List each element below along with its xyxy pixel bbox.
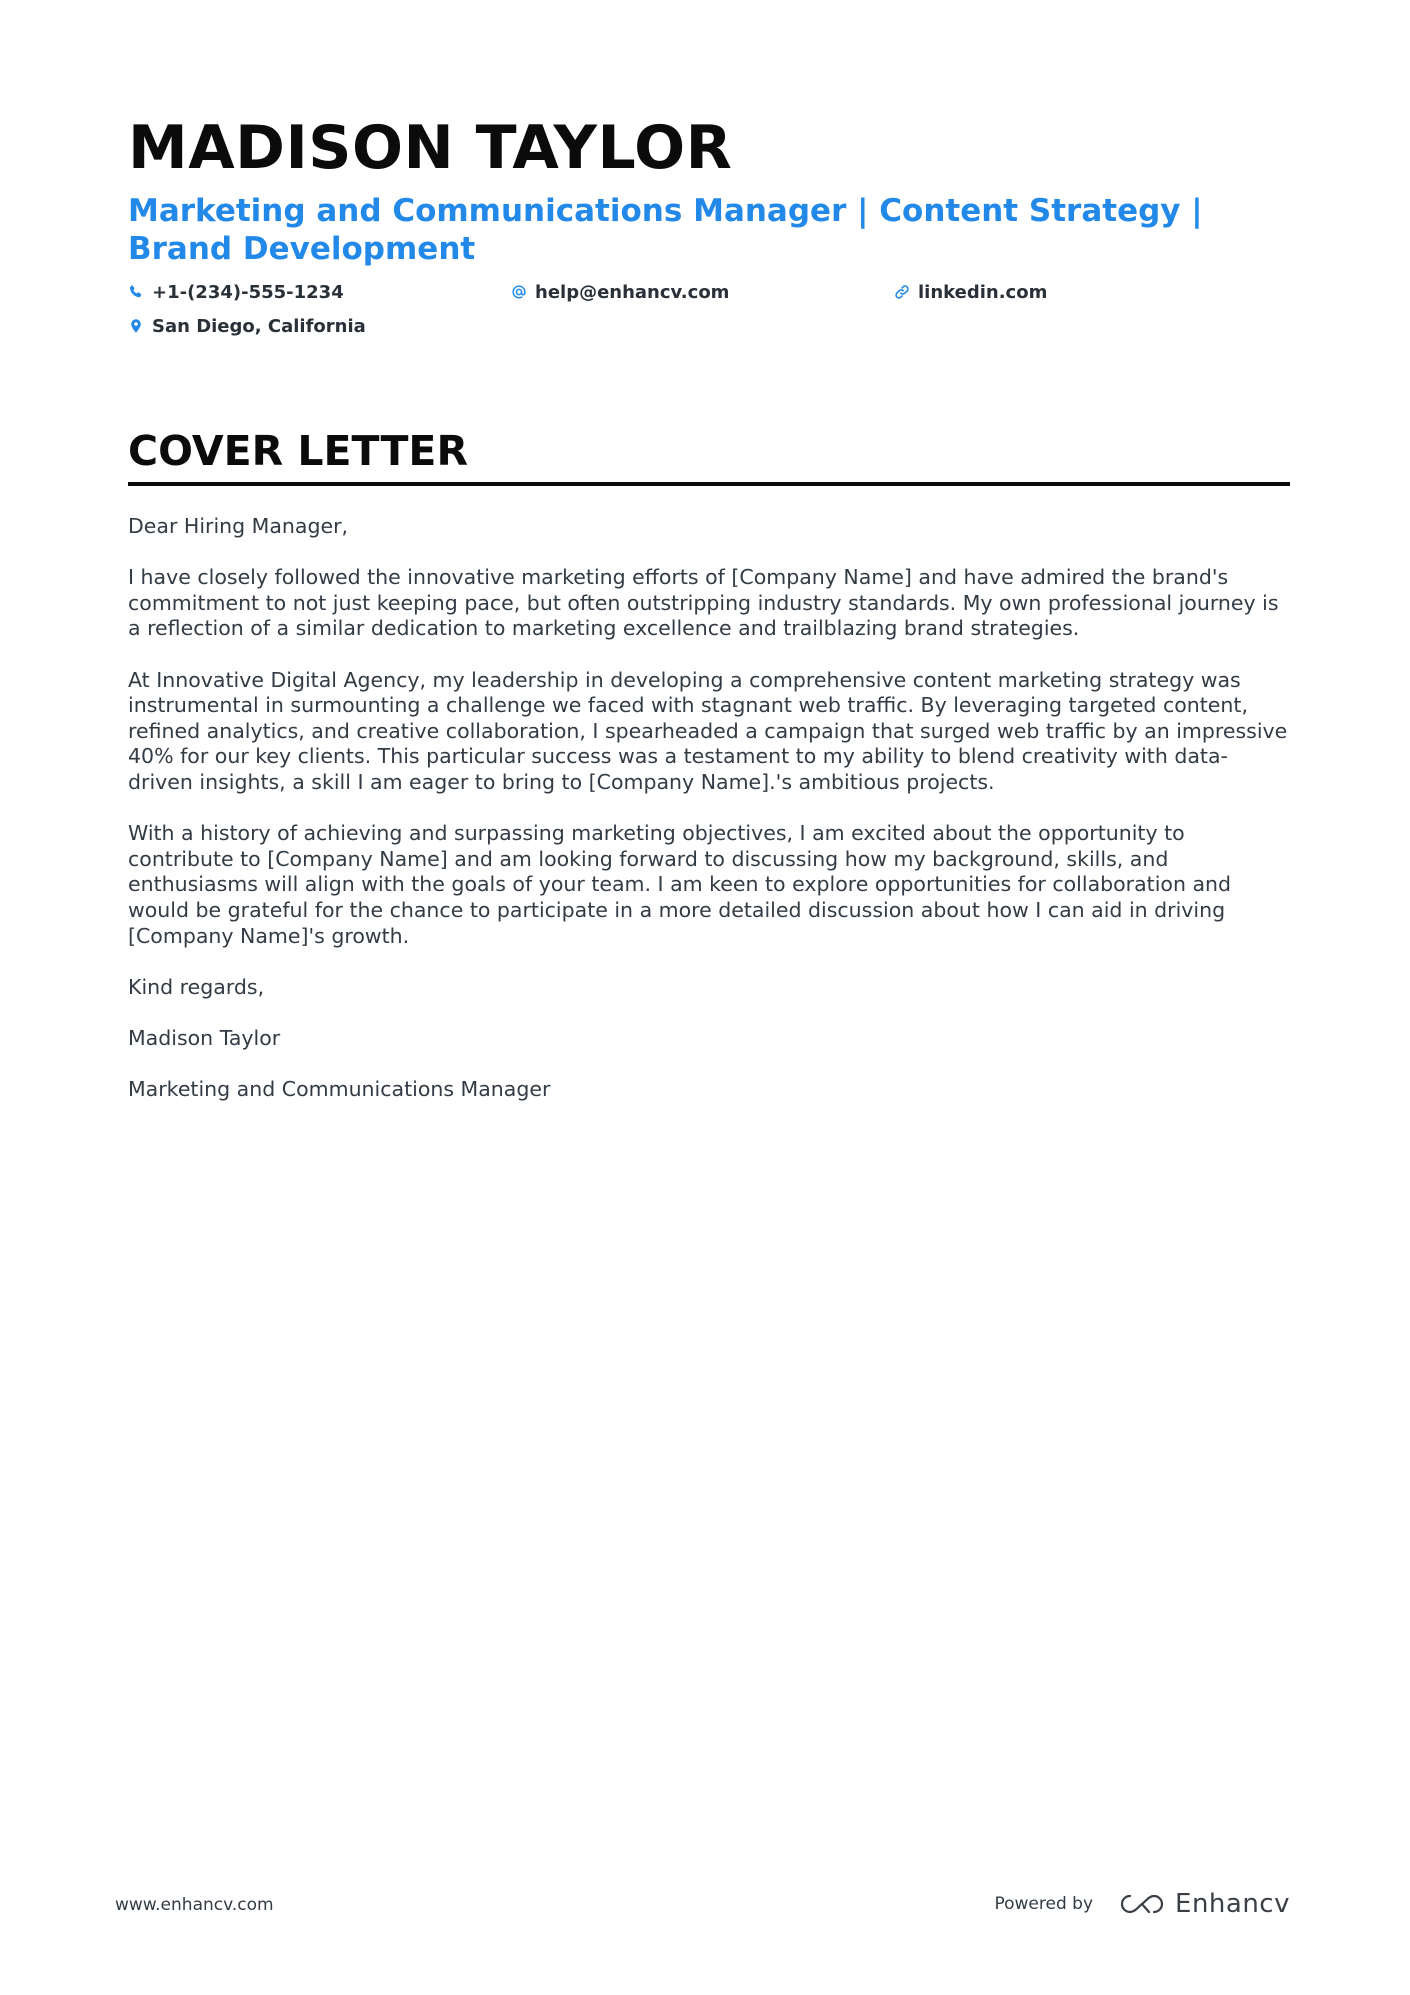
- cover-letter-page: [128, 112, 1290, 1128]
- location-text: San Diego, California: [152, 315, 366, 337]
- contact-location: [128, 314, 511, 338]
- candidate-name: MADISON TAYLOR: [128, 113, 733, 183]
- candidate-headline: Marketing and Communications Manager | Content Strategy | Brand Development: [128, 193, 1203, 267]
- footer-branding: [994, 1886, 1290, 1922]
- enhancv-logo-icon: [1119, 1892, 1165, 1916]
- letter-greeting: Dear Hiring Manager,: [128, 514, 349, 538]
- powered-by-label: Powered by: [994, 1894, 1094, 1914]
- phone-number: +1-(234)-555-1234: [152, 281, 344, 303]
- contact-linkedin: [894, 280, 1277, 304]
- contact-phone: [128, 280, 511, 304]
- contact-info: [128, 280, 1290, 338]
- signature-title: Marketing and Communications Manager: [128, 1077, 551, 1102]
- signature-name: Madison Taylor: [128, 1025, 281, 1050]
- letter-paragraph: At Innovative Digital Agency, my leadership in developing a comprehensive content marketing strategy was instrumental in surmounting a challenge we faced with stagnant web traffic. By leveraging targeted content, refined analytics, and creative collaboration, I spearheaded a campaign that surged web traffic by an impressive 40% for our key clients. This particular success was a testament to my ability to blend creativity with data-driven insights, a skill I am eager to bring to [Company Name].'s ambitious projects.: [128, 667, 1288, 794]
- brand-name: Enhancv: [1175, 1889, 1290, 1919]
- linkedin-url: linkedin.com: [918, 281, 1048, 303]
- location-pin-icon: [128, 318, 144, 334]
- section-title: COVER LETTER: [128, 426, 1290, 486]
- link-icon: [894, 284, 910, 300]
- contact-email: [511, 280, 894, 304]
- at-icon: [511, 284, 527, 300]
- letter-paragraph: I have closely followed the innovative marketing efforts of [Company Name] and have admired the brand's commitment to not just keeping pace, but often outstripping industry standards. My own professional journey is a reflection of a similar dedication to marketing excellence and trailblazing brand strategies.: [128, 565, 1279, 641]
- letter-paragraph: With a history of achieving and surpassing marketing objectives, I am excited about the opportunity to contribute to [Company Name] and am looking forward to discussing how my background, skills, and enthusiasms will align with the goals of your team. I am keen to explore opportunities for collaboration and would be grateful for the chance to participate in a more detailed discussion about how I can aid in driving [Company Name]'s growth.: [128, 821, 1232, 948]
- phone-icon: [128, 284, 144, 300]
- letter-body: [128, 514, 1290, 1103]
- email-address: help@enhancv.com: [535, 281, 730, 303]
- footer-website: www.enhancv.com: [115, 1895, 274, 1915]
- letter-closing: Kind regards,: [128, 974, 265, 999]
